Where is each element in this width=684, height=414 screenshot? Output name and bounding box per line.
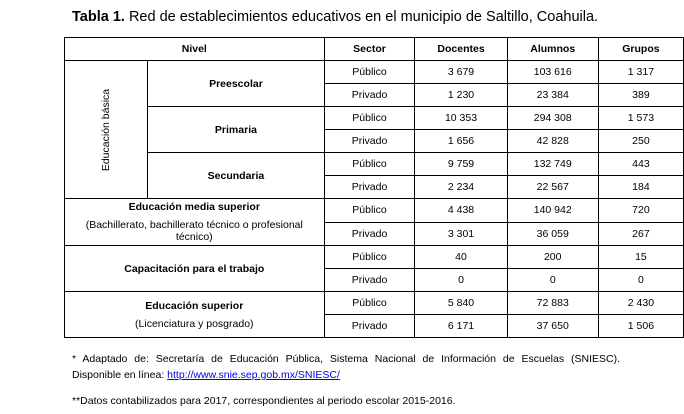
grupos-cell: 1 573 xyxy=(598,107,683,130)
table-caption xyxy=(72,9,598,25)
grupos-cell: 15 xyxy=(598,246,683,269)
sector-cell: Público xyxy=(324,61,415,84)
docentes-cell: 4 438 xyxy=(415,199,507,223)
sector-cell: Privado xyxy=(324,84,415,107)
alumnos-cell: 140 942 xyxy=(507,199,598,223)
media-superior-sub: (Bachillerato, bachillerato técnico o profesional técnico) xyxy=(85,219,303,243)
alumnos-cell: 132 749 xyxy=(507,153,598,176)
media-superior-title: Educación media superior xyxy=(128,201,260,213)
grupos-cell: 2 430 xyxy=(598,292,683,315)
grupos-cell: 720 xyxy=(598,199,683,223)
sector-cell: Privado xyxy=(324,269,415,292)
caption-label: Tabla 1. xyxy=(72,9,125,25)
docentes-cell: 0 xyxy=(415,269,507,292)
docentes-cell: 1 230 xyxy=(415,84,507,107)
docentes-cell: 3 679 xyxy=(415,61,507,84)
sector-cell: Privado xyxy=(324,176,415,199)
header-sector: Sector xyxy=(324,38,415,61)
level-secundaria: Secundaria xyxy=(148,153,324,199)
source-link[interactable]: http://www.snie.sep.gob.mx/SNIESC/ xyxy=(167,369,340,381)
sector-cell: Público xyxy=(324,107,415,130)
table-row xyxy=(65,199,684,223)
sector-cell: Público xyxy=(324,199,415,223)
header-grupos: Grupos xyxy=(598,38,683,61)
grupos-cell: 389 xyxy=(598,84,683,107)
data-note: **Datos contabilizados para 2017, correspondientes al periodo escolar 2015-2016. xyxy=(72,395,456,407)
docentes-cell: 3 301 xyxy=(415,222,507,246)
sector-cell: Privado xyxy=(324,222,415,246)
alumnos-cell: 103 616 xyxy=(507,61,598,84)
header-nivel: Nivel xyxy=(65,38,325,61)
alumnos-cell: 22 567 xyxy=(507,176,598,199)
sector-cell: Privado xyxy=(324,315,415,338)
sector-cell: Público xyxy=(324,153,415,176)
basica-cell xyxy=(65,61,148,199)
level-primaria: Primaria xyxy=(148,107,324,153)
alumnos-cell: 36 059 xyxy=(507,222,598,246)
alumnos-cell: 200 xyxy=(507,246,598,269)
table-row xyxy=(65,107,684,130)
docentes-cell: 1 656 xyxy=(415,130,507,153)
level-preescolar: Preescolar xyxy=(148,61,324,107)
superior-sub: (Licenciatura y posgrado) xyxy=(135,317,254,330)
docentes-cell: 5 840 xyxy=(415,292,507,315)
alumnos-cell: 37 650 xyxy=(507,315,598,338)
sector-cell: Privado xyxy=(324,130,415,153)
docentes-cell: 6 171 xyxy=(415,315,507,338)
caption-text: Red de establecimientos educativos en el municipio de Saltillo, Coahuila. xyxy=(124,9,599,25)
alumnos-cell: 23 384 xyxy=(507,84,598,107)
grupos-cell: 443 xyxy=(598,153,683,176)
level-superior xyxy=(65,292,325,338)
docentes-cell: 2 234 xyxy=(415,176,507,199)
grupos-cell: 184 xyxy=(598,176,683,199)
grupos-cell: 0 xyxy=(598,269,683,292)
basica-label: Educación básica xyxy=(100,88,113,171)
level-capacitacion: Capacitación para el trabajo xyxy=(65,246,325,292)
table-row xyxy=(65,153,684,176)
grupos-cell: 267 xyxy=(598,222,683,246)
docentes-cell: 10 353 xyxy=(415,107,507,130)
source-note xyxy=(72,351,620,383)
docentes-cell: 40 xyxy=(415,246,507,269)
docentes-cell: 9 759 xyxy=(415,153,507,176)
superior-title: Educación superior xyxy=(145,299,244,312)
sector-cell: Público xyxy=(324,292,415,315)
header-row xyxy=(65,38,684,61)
grupos-cell: 1 317 xyxy=(598,61,683,84)
table-notes xyxy=(72,351,620,409)
source-note-text: * Adaptado de: Secretaría de Educación Pública, Sistema Nacional de Información de Escuelas (SNIESC). Disponible en línea: xyxy=(72,353,620,381)
alumnos-cell: 72 883 xyxy=(507,292,598,315)
alumnos-cell: 42 828 xyxy=(507,130,598,153)
table-row xyxy=(65,61,684,84)
level-media-superior xyxy=(65,199,325,246)
header-docentes: Docentes xyxy=(415,38,507,61)
table-row xyxy=(65,246,684,269)
table-row xyxy=(65,292,684,315)
alumnos-cell: 0 xyxy=(507,269,598,292)
grupos-cell: 250 xyxy=(598,130,683,153)
sector-cell: Público xyxy=(324,246,415,269)
education-table xyxy=(64,37,684,338)
grupos-cell: 1 506 xyxy=(598,315,683,338)
header-alumnos: Alumnos xyxy=(507,38,598,61)
alumnos-cell: 294 308 xyxy=(507,107,598,130)
